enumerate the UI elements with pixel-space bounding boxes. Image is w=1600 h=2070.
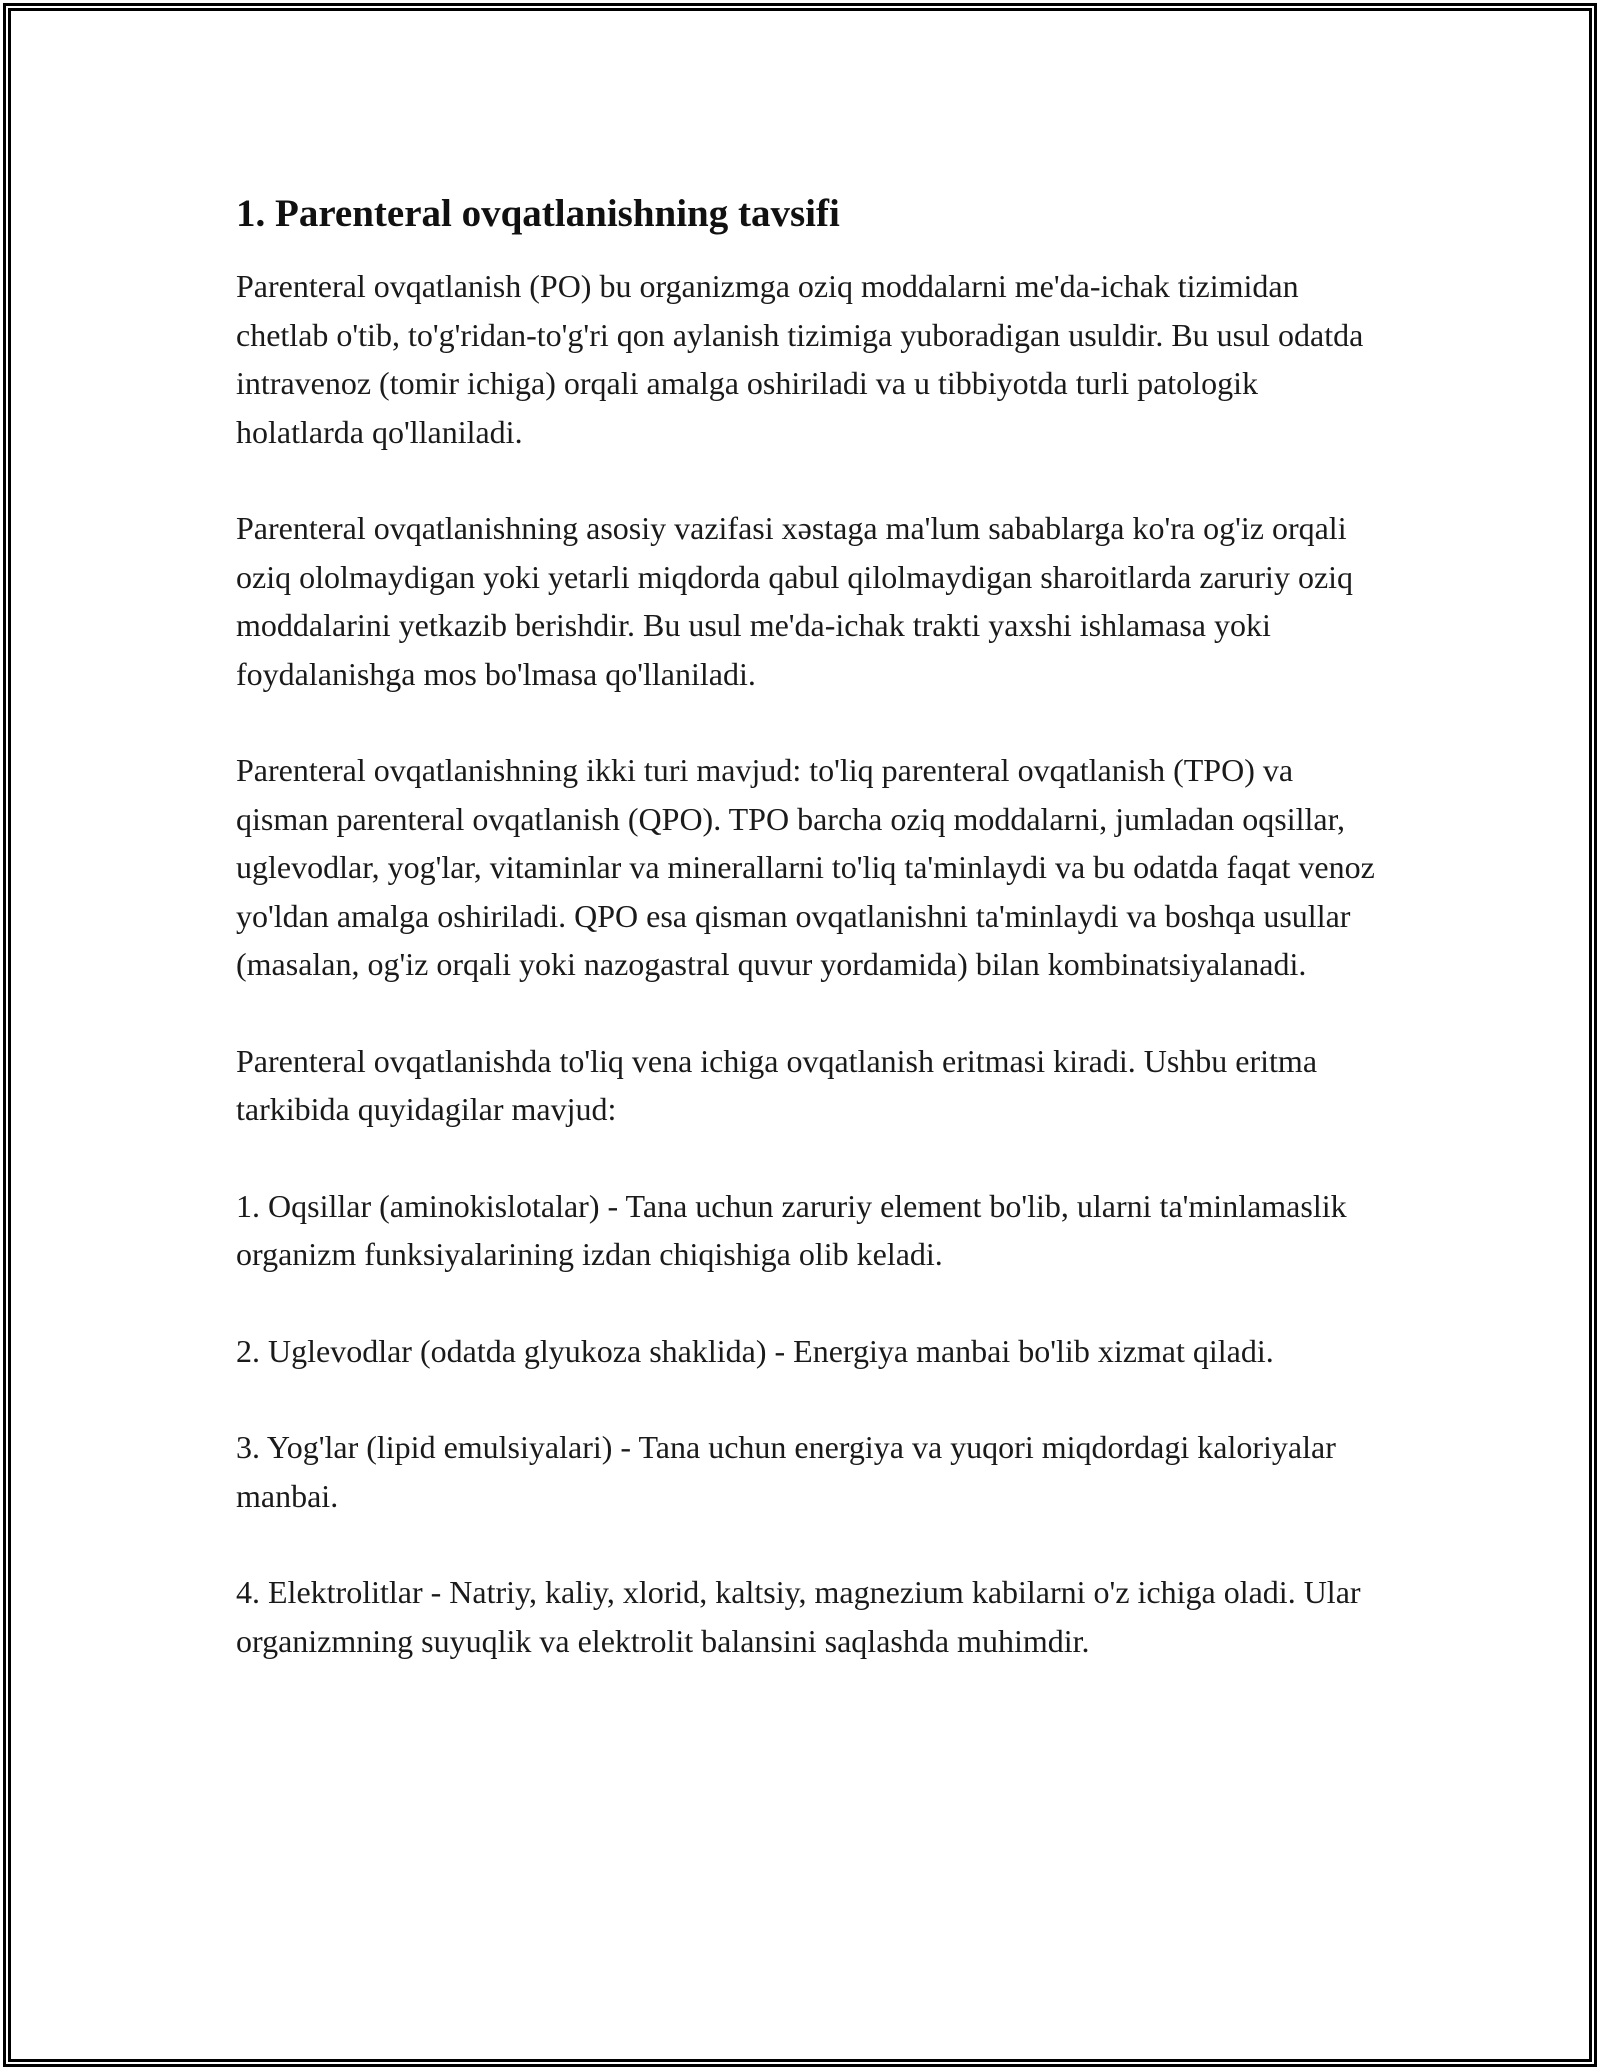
paragraph-types: Parenteral ovqatlanishning ikki turi mavjud: to'liq parenteral ovqatlanish (TPO) va qisman parenteral ovqatlanish (QPO). TPO barcha oziq moddalarni, jumladan oqsillar, uglevodlar, yog'lar, vitaminlar va minerallarni to'liq ta'minlaydi va bu odatda faqat venoz yo'ldan amalga oshiriladi. QPO esa qisman ovqatlanishni ta'minlaydi va boshqa usullar (masalan, og'iz orqali yoki nazogastral quvur yordamida) bilan kombinatsiyalanadi. xyxy=(236,752,1375,982)
list-item-electrolytes: 4. Elektrolitlar - Natriy, kaliy, xlorid, kaltsiy, magnezium kabilarni o'z ichiga oladi. Ular organizmning suyuqlik va elektrolit balansini saqlashda muhimdir. xyxy=(236,1574,1361,1659)
list-item-proteins: 1. Oqsillar (aminokislotalar) - Tana uchun zaruriy element bo'lib, ularni ta'minlamaslik organizm funksiyalarining izdan chiqishiga olib keladi. xyxy=(236,1187,1347,1272)
paragraph-solution-intro: Parenteral ovqatlanishda to'liq vena ichiga ovqatlanish eritmasi kiradi. Ushbu eritma tarkibida quyidagilar mavjud: xyxy=(236,1042,1318,1127)
paragraph-definition: Parenteral ovqatlanish (PO) bu organizmga oziq moddalarni me'da-ichak tizimidan chetlab o'tib, to'g'ridan-to'g'ri qon aylanish tizimiga yuboradigan usuldir. Bu usul odatda intravenoz (tomir ichiga) orqali amalga oshiriladi va u tibbiyotda turli patologik holatlarda qo'llaniladi. xyxy=(236,268,1364,450)
list-item-carbohydrates: 2. Uglevodlar (odatda glyukoza shaklida) - Energiya manbai bo'lib xizmat qiladi. xyxy=(236,1332,1274,1369)
section-heading: 1. Parenteral ovqatlanishning tavsifi xyxy=(236,192,840,235)
document-body xyxy=(236,186,1376,1713)
paragraph-main-purpose: Parenteral ovqatlanishning asosiy vazifasi xəstaga ma'lum sabablarga ko'ra og'iz orqali oziq ololmaydigan yoki yetarli miqdorda qabul qilolmaydigan sharoitlarda zaruriy oziq moddalarini yetkazib berishdir. Bu usul me'da-ichak trakti yaxshi ishlamasa yoki foydalanishga mos bo'lmasa qo'llaniladi. xyxy=(236,510,1354,692)
list-item-fats: 3. Yog'lar (lipid emulsiyalari) - Tana uchun energiya va yuqori miqdordagi kaloriyalar manbai. xyxy=(236,1429,1336,1514)
